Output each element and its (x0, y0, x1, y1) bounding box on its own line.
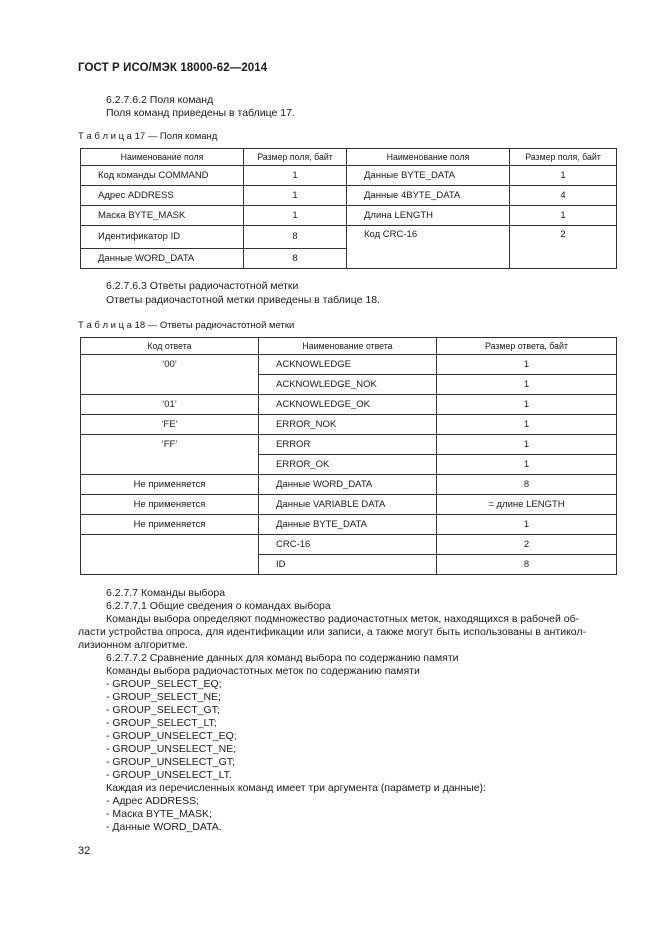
table-cell: 8 (244, 248, 347, 268)
table-cell: 1 (510, 206, 617, 226)
table-row (81, 248, 617, 268)
section-text: Ответы радиочастотной метки приведены в таблице 18. (106, 294, 380, 306)
section-heading: 6.2.7.7 Команды выбора (106, 587, 226, 599)
table-row (81, 535, 617, 555)
table-cell: Идентификатор ID (81, 226, 244, 249)
table-cell: 1 (244, 186, 347, 206)
table-cell: Данные BYTE_DATA (347, 166, 510, 186)
table-cell: ACKNOWLEDGE_NOK (259, 375, 437, 395)
table-cell-empty (347, 248, 510, 268)
table-cell: ERROR_OK (259, 455, 437, 475)
list-item: - GROUP_SELECT_GT; (106, 704, 220, 716)
table-cell: Не применяется (81, 515, 259, 535)
table-cell: Длина LENGTH (347, 206, 510, 226)
table-cell: ACKNOWLEDGE_OK (259, 395, 437, 415)
table-cell: ID (259, 555, 437, 575)
table-row (81, 166, 617, 186)
table-row (81, 415, 617, 435)
table-cell: 1 (437, 375, 617, 395)
table-row (81, 206, 617, 226)
table-cell: 4 (510, 186, 617, 206)
table-cell: 1 (244, 166, 347, 186)
table-cell: Данные WORD_DATA (259, 475, 437, 495)
table-cell: 8 (437, 475, 617, 495)
paragraph-line: Команды выбора определяют подмножество радиочастотных меток, находящихся в рабочей об- (106, 613, 580, 625)
table-cell (81, 555, 259, 575)
table-cell: 2 (437, 535, 617, 555)
table-cell (81, 455, 259, 475)
table-cell: ERROR (259, 435, 437, 455)
section-heading: 6.2.7.6.2 Поля команд (106, 94, 214, 106)
table-row (81, 515, 617, 535)
table-row (81, 395, 617, 415)
table-cell: Данные 4BYTE_DATA (347, 186, 510, 206)
table-caption: Т а б л и ц а 18 — Ответы радиочастотной метки (78, 320, 295, 331)
table-cell: 1 (437, 355, 617, 375)
table-row (81, 455, 617, 475)
table-cell: Не применяется (81, 495, 259, 515)
table-row (81, 186, 617, 206)
table-cell-empty (510, 248, 617, 268)
table-cell: ACKNOWLEDGE (259, 355, 437, 375)
list-item: - GROUP_UNSELECT_GT; (106, 756, 235, 768)
table-cell: 1 (437, 515, 617, 535)
table-cell (81, 535, 259, 555)
table-row (81, 555, 617, 575)
table-row (81, 475, 617, 495)
list-item: - Адрес ADDRESS; (106, 795, 200, 807)
column-header: Код ответа (81, 338, 259, 355)
section-heading: 6.2.7.6.3 Ответы радиочастотной метки (106, 280, 299, 292)
table-cell: CRC-16 (259, 535, 437, 555)
list-item: - GROUP_UNSELECT_LT. (106, 769, 232, 781)
paragraph-line: Каждая из перечисленных команд имеет три аргумента (параметр и данные): (106, 782, 486, 794)
column-header: Размер поля, байт (510, 149, 617, 166)
table-cell: 1 (244, 206, 347, 226)
table-cell: Код команды COMMAND (81, 166, 244, 186)
table-cell: 2 (510, 226, 617, 249)
table-cell: ‘FF’ (81, 435, 259, 455)
column-header: Наименование ответа (259, 338, 437, 355)
table-18 (80, 337, 617, 575)
table-row (81, 375, 617, 395)
column-header: Наименование поля (81, 149, 244, 166)
list-item: - GROUP_SELECT_LT; (106, 717, 217, 729)
table-row (81, 495, 617, 515)
table-cell: ERROR_NOK (259, 415, 437, 435)
table-cell: = длине LENGTH (437, 495, 617, 515)
table-cell: 1 (437, 415, 617, 435)
table-cell: ‘01’ (81, 395, 259, 415)
list-item: - Данные WORD_DATA. (106, 821, 222, 833)
table-cell: 1 (437, 455, 617, 475)
list-item: - GROUP_UNSELECT_NE; (106, 743, 237, 755)
column-header: Размер поля, байт (244, 149, 347, 166)
body-text (78, 587, 616, 834)
section-text: Поля команд приведены в таблице 17. (106, 107, 295, 119)
page-number: 32 (78, 845, 91, 857)
table-cell: Данные WORD_DATA (81, 248, 244, 268)
table-header-row (81, 149, 617, 166)
table-cell: ‘00’ (81, 355, 259, 375)
table-cell: 1 (437, 395, 617, 415)
table-caption: Т а б л и ц а 17 — Поля команд (78, 131, 218, 142)
table-row (81, 226, 617, 249)
table-cell: Данные VARIABLE DATA (259, 495, 437, 515)
table-cell: 8 (437, 555, 617, 575)
column-header: Размер ответа, байт (437, 338, 617, 355)
paragraph-line: Команды выбора радиочастотных меток по содержанию памяти (106, 665, 420, 677)
list-item: - GROUP_SELECT_EQ; (106, 678, 222, 690)
table-cell: Адрес ADDRESS (81, 186, 244, 206)
table-cell: ‘FE’ (81, 415, 259, 435)
column-header: Наименование поля (347, 149, 510, 166)
table-cell: 1 (510, 166, 617, 186)
table-cell: 8 (244, 226, 347, 249)
paragraph-line: лизионном алгоритме. (78, 639, 188, 651)
document-header: ГОСТ Р ИСО/МЭК 18000-62—2014 (78, 62, 268, 74)
table-cell (81, 375, 259, 395)
table-cell: Данные BYTE_DATA (259, 515, 437, 535)
section-heading: 6.2.7.7.1 Общие сведения о командах выбора (106, 600, 331, 612)
list-item: - GROUP_UNSELECT_EQ; (106, 730, 237, 742)
table-cell: Не применяется (81, 475, 259, 495)
table-cell: Маска BYTE_MASK (81, 206, 244, 226)
table-row (81, 435, 617, 455)
table-cell: 1 (437, 435, 617, 455)
table-cell: Код CRC-16 (347, 226, 510, 249)
list-item: - GROUP_SELECT_NE; (106, 691, 221, 703)
table-header-row (81, 338, 617, 355)
section-heading: 6.2.7.7.2 Сравнение данных для команд выбора по содержанию памяти (106, 652, 459, 664)
list-item: - Маска BYTE_MASK; (106, 808, 212, 820)
paragraph-line: ласти устройства опроса, для идентификации или записи, а также могут быть использованы в антикол- (78, 626, 587, 638)
table-17 (80, 148, 617, 269)
table-row (81, 355, 617, 375)
